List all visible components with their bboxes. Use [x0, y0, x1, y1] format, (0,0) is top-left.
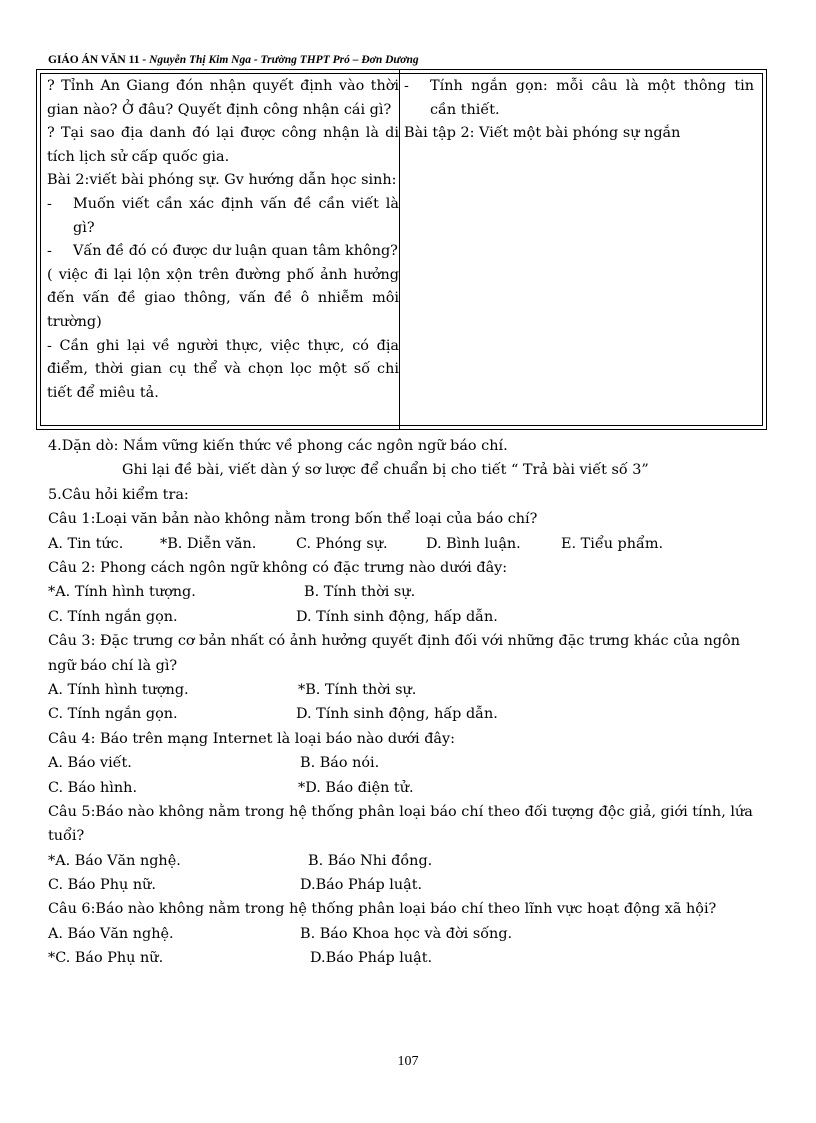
- quiz-options-4b: [48, 776, 768, 800]
- option-a: *A. Báo Văn nghệ.: [48, 852, 181, 869]
- quiz-options-1: [48, 532, 768, 556]
- option-a: *A. Tính hình tượng.: [48, 584, 196, 601]
- homework-note: Ghi lại đề bài, viết dàn ý sơ lược để chuẩn bị cho tiết “ Trả bài viết số 3”: [122, 462, 649, 479]
- quiz-options-6a: [48, 922, 768, 946]
- dash-item: - Vấn đề đó có được dư luận quan tâm không?: [47, 243, 398, 260]
- exercise-2-task: Bài tập 2: Viết một bài phóng sự ngắn: [404, 125, 681, 142]
- dash-item: - Tính ngắn gọn: mỗi câu là một thông tin cần thiết.: [404, 78, 754, 118]
- option-c: C. Phóng sự.: [296, 535, 388, 552]
- quiz-question-6: Câu 6:Báo nào không nằm trong hệ thống phân loại báo chí theo lĩnh vực hoạt động xã hội?: [48, 901, 717, 918]
- option-d: D. Tính sinh động, hấp dẫn.: [296, 608, 498, 625]
- option-a: A. Tính hình tượng.: [48, 681, 189, 698]
- header-author: - Nguyễn Thị Kim Nga - Trường THPT Pró – Đơn Dương: [139, 54, 419, 66]
- lesson-table: [36, 69, 767, 430]
- option-d: D. Bình luận.: [426, 535, 521, 552]
- quiz-options-5a: [48, 849, 768, 873]
- body-section: [48, 434, 768, 971]
- option-d: D.Báo Pháp luật.: [300, 877, 423, 894]
- option-b: B. Báo Khoa học và đời sống.: [300, 925, 513, 942]
- quiz-question-3: Câu 3: Đặc trưng cơ bản nhất có ảnh hưởng quyết định đối với những đặc trưng khác của ngôn ngữ báo chí là gì?: [48, 633, 740, 674]
- option-a: A. Báo Văn nghệ.: [48, 925, 174, 942]
- quiz-options-6b: [48, 946, 768, 970]
- quiz-options-5b: [48, 873, 768, 897]
- option-d: D.Báo Pháp luật.: [310, 950, 433, 967]
- option-c: C. Báo Phụ nữ.: [48, 877, 156, 894]
- option-b: *B. Diễn văn.: [160, 535, 257, 552]
- option-c: C. Tính ngắn gọn.: [48, 608, 178, 625]
- option-c: *C. Báo Phụ nữ.: [48, 950, 164, 967]
- option-d: D. Tính sinh động, hấp dẫn.: [296, 706, 498, 723]
- option-d: *D. Báo điện tử.: [298, 779, 414, 796]
- option-c: C. Báo hình.: [48, 779, 138, 796]
- table-cell-left: [47, 75, 399, 405]
- question-2: ? Tại sao địa danh đó lại được công nhận là di tích lịch sử cấp quốc gia.: [47, 125, 399, 165]
- page-header: [48, 54, 419, 66]
- option-b: B. Báo nói.: [300, 755, 380, 772]
- option-a: A. Tin tức.: [48, 535, 124, 552]
- dash-note: - Cần ghi lại về người thực, việc thực, có địa điểm, thời gian cụ thể và chọn lọc một số chi tiết để miêu tả.: [47, 337, 399, 401]
- quiz-options-2b: [48, 605, 768, 629]
- quiz-options-2a: [48, 580, 768, 604]
- quiz-question-4: Câu 4: Báo trên mạng Internet là loại báo nào dưới đây:: [48, 730, 455, 747]
- option-e: E. Tiểu phẩm.: [561, 535, 664, 552]
- question-1: ? Tỉnh An Giang đón nhận quyết định vào thời gian nào? Ở đâu? Quyết định công nhận cái gì?: [47, 78, 399, 118]
- homework-line: 4.Dặn dò: Nắm vững kiến thức về phong các ngôn ngữ báo chí.: [48, 438, 508, 454]
- option-a: A. Báo viết.: [48, 755, 132, 772]
- option-b: B. Báo Nhi đồng.: [308, 852, 433, 869]
- dash-item: - Muốn viết cần xác định vấn đề cần viết là gì?: [47, 195, 399, 236]
- quiz-options-4a: [48, 751, 768, 775]
- quiz-question-1: Câu 1:Loại văn bản nào không nằm trong bốn thể loại của báo chí?: [48, 511, 538, 528]
- option-c: C. Tính ngắn gọn.: [48, 706, 178, 723]
- paren-note: ( việc đi lại lộn xộn trên đường phố ảnh hưởng đến vấn đề giao thông, vấn đề ô nhiễm môi trường): [47, 266, 399, 330]
- quiz-question-2: Câu 2: Phong cách ngôn ngữ không có đặc trưng nào dưới đây:: [48, 559, 508, 576]
- quiz-options-3a: [48, 678, 768, 702]
- table-cell-right: [404, 75, 754, 146]
- option-b: *B. Tính thời sự.: [298, 681, 417, 698]
- exercise-2-heading: Bài 2:viết bài phóng sự. Gv hướng dẫn học sinh:: [47, 172, 397, 189]
- quiz-question-5: Câu 5:Báo nào không nằm trong hệ thống phân loại báo chí theo đối tượng độc giả, giới tính, lứa tuổi?: [48, 803, 753, 845]
- option-b: B. Tính thời sự.: [304, 584, 416, 601]
- quiz-options-3b: [48, 702, 768, 726]
- page-number: 107: [397, 1054, 419, 1069]
- header-title: GIÁO ÁN VĂN 11: [48, 54, 140, 66]
- table-column-divider: [399, 70, 400, 429]
- quiz-heading: 5.Câu hỏi kiểm tra:: [48, 486, 189, 503]
